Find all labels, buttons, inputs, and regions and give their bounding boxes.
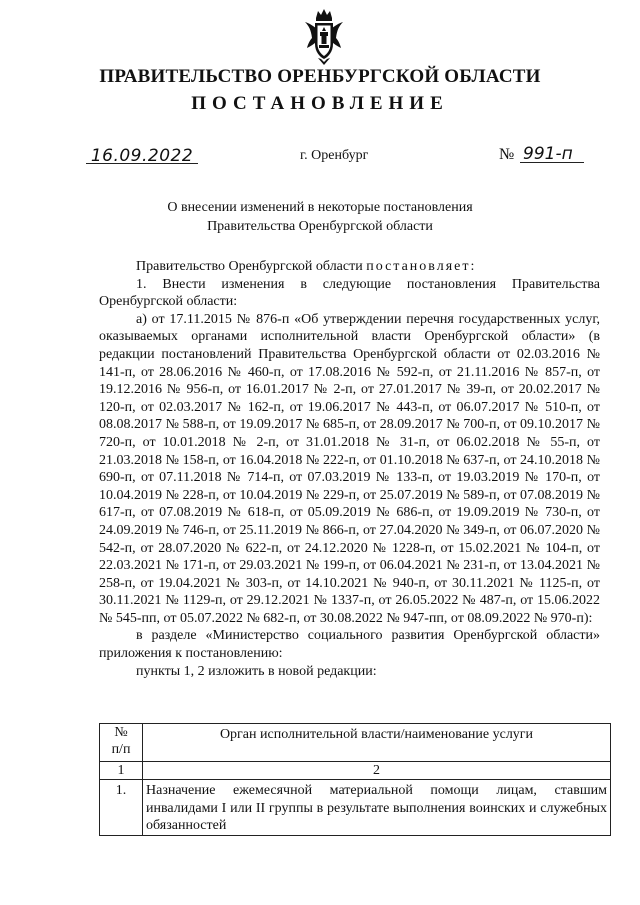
services-table	[99, 723, 611, 836]
document-subject	[0, 199, 640, 236]
header-name-cell: Орган исполнительной власти/наименование услуги	[143, 724, 611, 762]
subject-line-2: Правительства Оренбургской области	[207, 218, 433, 234]
index-cell-2: 2	[143, 762, 611, 780]
document-number: 991-п	[523, 144, 573, 164]
row-name-cell: Назначение ежемесячной материальной помощи лицам, ставшим инвалидами I или II группы в результате выполнения воинских и служебных обязанностей	[143, 780, 611, 836]
document-body	[99, 258, 600, 680]
document-date: 16.09.2022	[90, 146, 194, 166]
header-num-cell	[100, 724, 143, 762]
intro-start: Правительство Оренбургской области	[136, 259, 367, 274]
header-num-line-2: п/п	[111, 742, 131, 757]
table-row	[100, 780, 611, 836]
header-num-line-1: №	[114, 725, 128, 740]
document-city: г. Оренбург	[300, 148, 369, 163]
number-sign: №	[499, 146, 515, 163]
subject-line-1: О внесении изменений в некоторые постановления	[167, 200, 473, 215]
date-underline	[86, 163, 198, 164]
table-header-row	[100, 724, 611, 762]
organization-title: ПРАВИТЕЛЬСТВО ОРЕНБУРГСКОЙ ОБЛАСТИ	[99, 66, 541, 87]
intro-end: :	[470, 259, 475, 274]
number-underline	[520, 162, 584, 163]
coat-of-arms-icon	[303, 8, 345, 66]
section-paragraph: в разделе «Министерство социального развития Оренбургской области» приложения к постановлению:	[99, 628, 600, 662]
item-1-paragraph: 1. Внести изменения в следующие постановления Правительства Оренбургской области:	[99, 276, 600, 310]
index-cell-1: 1	[100, 762, 143, 780]
intro-paragraph	[99, 258, 600, 276]
row-num-cell: 1.	[100, 780, 143, 836]
points-paragraph: пункты 1, 2 изложить в новой редакции:	[136, 663, 377, 679]
table-index-row	[100, 762, 611, 780]
item-1a-paragraph: а) от 17.11.2015 № 876-п «Об утверждении перечня государственных услуг, оказываемых органами исполнительной власти Оренбургской области» (в редакции постановлений Правительства Оренбургской области от 02.03.2016 № 141-п, от 28.06.2016 № 460-п, от 17.08.2016 № 592-п, от 21.11.2016 № 857-п, от 19.12.2016 № 956-п, от 16.01.2017 № 2-п, от 27.01.2017 № 39-п, от 20.02.2017 № 120-п, от 02.03.2017 № 162-п, от 19.06.2017 № 443-п, от 06.07.2017 № 510-п, от 08.08.2017 № 588-п, от 19.09.2017 № 685-п, от 28.09.2017 № 700-п, от 09.10.2017 № 720-п, от 10.01.2018 № 2-п, от 31.01.2018 № 31-п, от 06.02.2018 № 55-п, от 21.03.2018 № 158-п, от 16.04.2018 № 222-п, от 01.10.2018 № 637-п, от 24.10.2018 № 690-п, от 07.11.2018 № 714-п, от 07.03.2019 № 133-п, от 19.03.2019 № 170-п, от 10.04.2019 № 228-п, от 10.04.2019 № 229-п, от 25.07.2019 № 589-п, от 07.08.2019 № 617-п, от 07.08.2019 № 618-п, от 05.09.2019 № 686-п, от 19.09.2019 № 730-п, от 24.09.2019 № 746-п, от 25.11.2019 № 866-п, от 27.04.2020 № 349-п, от 06.07.2020 № 542-п, от 28.07.2020 № 622-п, от 24.12.2020 № 1228-п, от 15.02.2021 № 104-п, от 22.03.2021 № 171-п, от 29.03.2021 № 199-п, от 06.04.2021 № 231-п, от 13.04.2021 № 258-п, от 19.04.2021 № 303-п, от 14.10.2021 № 940-п, от 30.11.2021 № 1125-п, от 30.11.2021 № 1129-п, от 29.12.2021 № 1337-п, от 26.05.2022 № 487-п, от 15.06.2022 № 545-пп, от 05.07.2022 № 682-п, от 30.08.2022 № 947-пп, от 08.09.2022 № 970-п):	[99, 311, 600, 626]
intro-spaced: постановляет	[366, 259, 471, 274]
document-type: ПОСТАНОВЛЕНИЕ	[191, 93, 449, 114]
